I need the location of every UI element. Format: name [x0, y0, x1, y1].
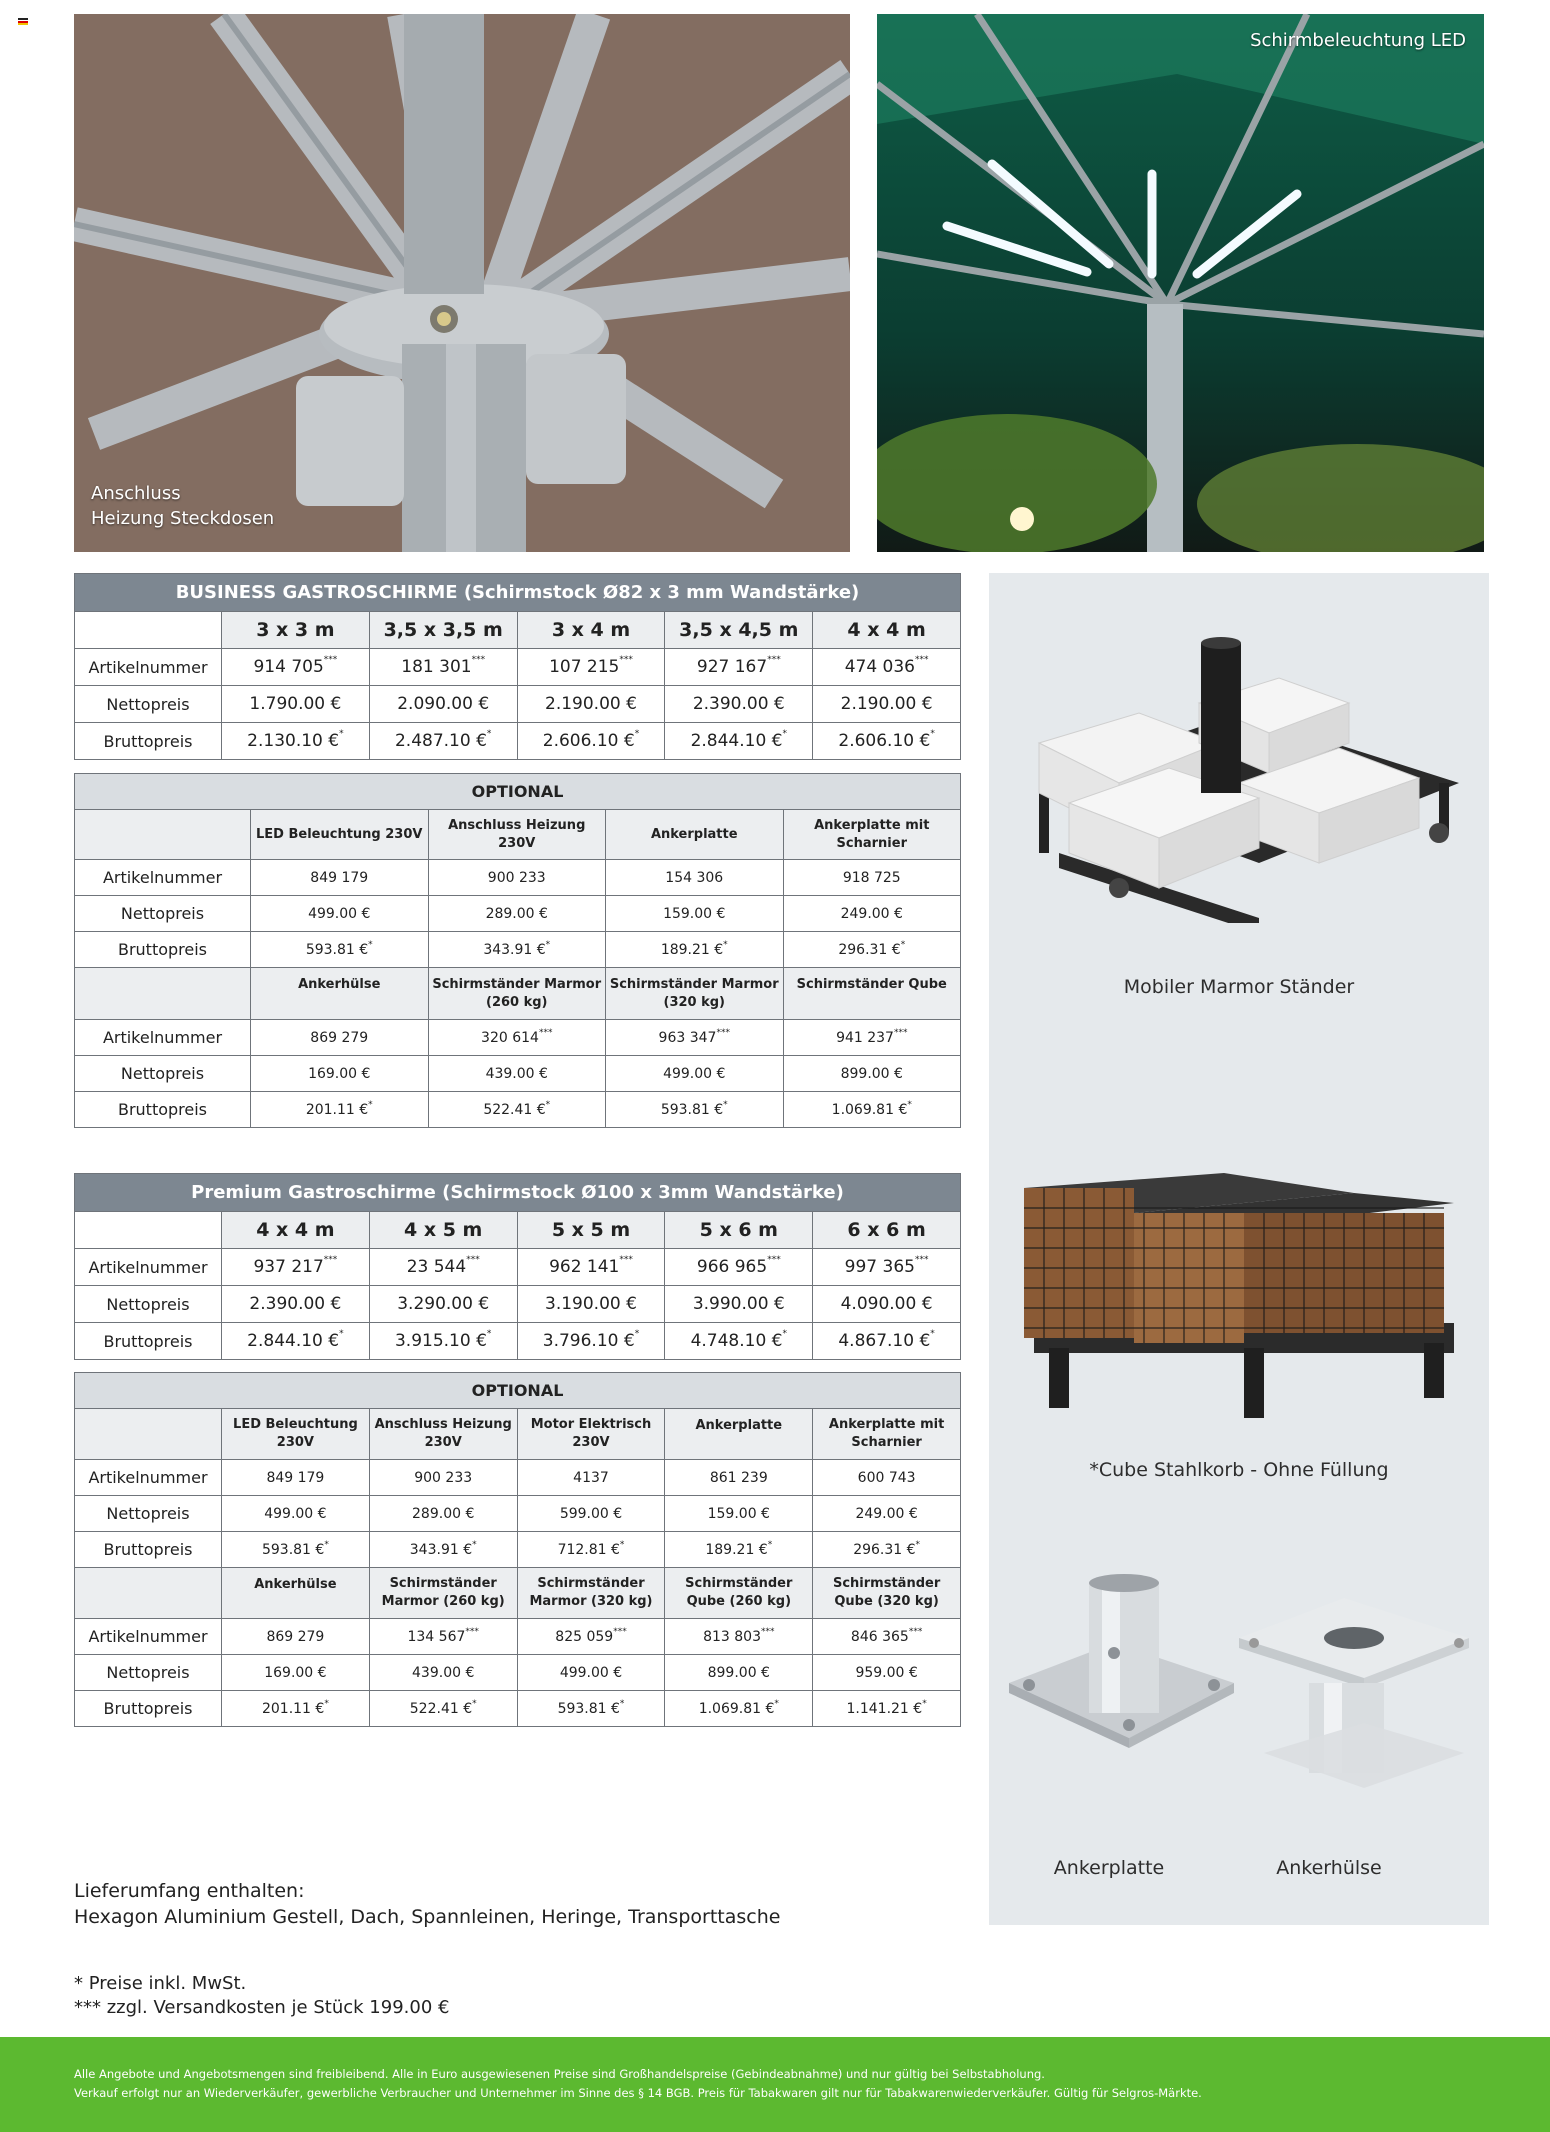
footnote-marker: *** [915, 655, 929, 665]
price-cell: 3.190.00 € [517, 1286, 665, 1323]
price-cell: 2.487.10 €* [369, 723, 517, 760]
price-cell: 439.00 € [428, 1056, 606, 1092]
optional-header: LED Beleuchtung 230V [222, 1409, 370, 1460]
price-cell: 959.00 € [813, 1655, 961, 1691]
price-cell: 962 141*** [517, 1249, 665, 1286]
price-cell: 249.00 € [813, 1496, 961, 1532]
footnote-marker: * [634, 729, 640, 739]
anchor-plate-caption: Ankerplatte [1053, 1857, 1165, 1879]
price-cell: 937 217*** [222, 1249, 370, 1286]
price-cell: 918 725 [783, 860, 961, 896]
price-cell: 900 233 [369, 1460, 517, 1496]
footnote-marker: *** [716, 1027, 730, 1038]
price-cell: 869 279 [251, 1020, 429, 1056]
footnote-marker: * [782, 1329, 787, 1339]
legal-footer [0, 2037, 1550, 2132]
optional-header: Schirmständer Qube [783, 968, 961, 1020]
anchor-plate-image [1004, 1573, 1234, 1788]
price-cell: 4.867.10 €* [813, 1323, 961, 1360]
premium-optional-title: OPTIONAL [75, 1373, 961, 1409]
price-cell: 899.00 € [783, 1056, 961, 1092]
footnote-marker: * [472, 1539, 477, 1550]
price-cell: 712.81 €* [517, 1532, 665, 1568]
optional-header-row [75, 1568, 961, 1619]
row-label: Nettopreis [75, 1655, 222, 1691]
cube-basket-image [1014, 1163, 1464, 1423]
row-label: Artikelnummer [75, 1460, 222, 1496]
price-cell: 3.915.10 €* [369, 1323, 517, 1360]
price-cell: 343.91 €* [428, 932, 606, 968]
footnote-marker: *** [908, 1626, 923, 1637]
price-cell: 3.990.00 € [665, 1286, 813, 1323]
price-cell: 296.31 €* [813, 1532, 961, 1568]
size-header: 3 x 3 m [222, 612, 370, 649]
price-row [75, 723, 961, 760]
price-cell: 474 036*** [813, 649, 961, 686]
footnote-marker: * [774, 1698, 779, 1709]
optional-header: Schirmständer Qube (260 kg) [665, 1568, 813, 1619]
footnote-marker: * [723, 1099, 728, 1110]
optional-header-row [75, 810, 961, 860]
price-cell: 296.31 €* [783, 932, 961, 968]
footnote-marker: * [472, 1698, 477, 1709]
footnote-marker: * [368, 1099, 373, 1110]
footnote-marker: * [486, 729, 492, 739]
price-cell: 522.41 €* [369, 1691, 517, 1727]
footnote-marker: * [486, 1329, 492, 1339]
row-label: Bruttopreis [75, 723, 222, 760]
price-cell: 522.41 €* [428, 1092, 606, 1128]
price-cell: 134 567*** [369, 1619, 517, 1655]
optional-header: Schirmständer Marmor (260 kg) [369, 1568, 517, 1619]
price-cell: 600 743 [813, 1460, 961, 1496]
footnote-marker: * [915, 1539, 921, 1550]
footnote-marker: * [545, 939, 551, 950]
price-row [75, 1020, 961, 1056]
row-label: Bruttopreis [75, 1092, 251, 1128]
price-cell: 849 179 [222, 1460, 370, 1496]
footnote-marker: * [368, 939, 373, 950]
footnote-marker: * [930, 729, 935, 739]
umbrella-heating-photo [74, 14, 850, 552]
footnote-marker: * [619, 1698, 625, 1709]
footnote-marker: *** [613, 1626, 627, 1637]
price-cell: 941 237*** [783, 1020, 961, 1056]
business-optional-title: OPTIONAL [75, 774, 961, 810]
optional-header: Schirmständer Marmor (320 kg) [606, 968, 784, 1020]
size-header: 4 x 4 m [813, 612, 961, 649]
price-cell: 3.796.10 €* [517, 1323, 665, 1360]
business-size-header-row [75, 612, 961, 649]
footnote-marker: * [782, 729, 787, 739]
price-cell: 846 365*** [813, 1619, 961, 1655]
price-cell: 1.069.81 €* [665, 1691, 813, 1727]
price-cell: 963 347*** [606, 1020, 784, 1056]
price-cell: 154 306 [606, 860, 784, 896]
price-cell: 2.130.10 €* [222, 723, 370, 760]
footnote-marker: *** [323, 655, 338, 665]
price-row [75, 1323, 961, 1360]
optional-header-row [75, 1409, 961, 1460]
price-cell: 813 803*** [665, 1619, 813, 1655]
price-cell: 849 179 [251, 860, 429, 896]
price-row [75, 1655, 961, 1691]
optional-header: Schirmständer Marmor (320 kg) [517, 1568, 665, 1619]
size-header: 3,5 x 3,5 m [369, 612, 517, 649]
row-label: Nettopreis [75, 1286, 222, 1323]
footnote-marker: *** [760, 1626, 775, 1637]
price-cell: 4.090.00 € [813, 1286, 961, 1323]
optional-header: Schirmständer Marmor (260 kg) [428, 968, 606, 1020]
price-cell: 869 279 [222, 1619, 370, 1655]
optional-header: Ankerplatte [665, 1409, 813, 1460]
price-cell: 343.91 €* [369, 1532, 517, 1568]
footnote-marker: * [339, 729, 344, 739]
price-cell: 2.390.00 € [665, 686, 813, 723]
footnote-marker: *** [466, 1255, 480, 1265]
price-row [75, 1249, 961, 1286]
price-cell: 249.00 € [783, 896, 961, 932]
footer-line-1: Alle Angebote und Angebotsmengen sind freibleibend. Alle in Euro ausgewiesenen Preise sind Großhandelspreise (Gebindeabnahme) und nur gültig bei Selbstabholung. [74, 2067, 1045, 2081]
marble-stand-caption: Mobiler Marmor Ständer [1123, 976, 1355, 998]
delivery-scope [74, 1878, 780, 1930]
price-row [75, 1460, 961, 1496]
price-cell: 320 614*** [428, 1020, 606, 1056]
price-cell: 289.00 € [369, 1496, 517, 1532]
price-cell: 169.00 € [222, 1655, 370, 1691]
price-cell: 1.790.00 € [222, 686, 370, 723]
price-cell: 3.290.00 € [369, 1286, 517, 1323]
umbrella-led-photo [877, 14, 1484, 552]
row-label: Artikelnummer [75, 649, 222, 686]
anchor-sleeve-image [1234, 1593, 1474, 1793]
premium-title: Premium Gastroschirme (Schirmstock Ø100 x 3mm Wandstärke) [75, 1174, 961, 1212]
row-label: Nettopreis [75, 686, 222, 723]
footnote-marker: * [339, 1329, 344, 1339]
price-row [75, 1092, 961, 1128]
price-cell: 927 167*** [665, 649, 813, 686]
footnote-marker: * [723, 939, 728, 950]
footnote-marker: * [545, 1099, 551, 1110]
price-cell: 439.00 € [369, 1655, 517, 1691]
footnote-marker: *** [767, 1255, 781, 1265]
optional-header: Ankerplatte mit Scharnier [813, 1409, 961, 1460]
premium-optional-table [74, 1372, 961, 1727]
optional-header: Ankerhülse [251, 968, 429, 1020]
price-cell: 966 965*** [665, 1249, 813, 1286]
row-label: Artikelnummer [75, 860, 251, 896]
row-label: Bruttopreis [75, 932, 251, 968]
price-cell: 2.190.00 € [813, 686, 961, 723]
anchor-sleeve-caption: Ankerhülse [1276, 1857, 1382, 1879]
footnote-vat: * Preise inkl. MwSt. [74, 1973, 247, 1994]
marble-stand-image [1019, 633, 1459, 923]
business-optional-table [74, 773, 961, 1128]
price-cell: 593.81 €* [517, 1691, 665, 1727]
footnote-marker: * [324, 1539, 329, 1550]
price-cell: 189.21 €* [665, 1532, 813, 1568]
optional-header: Ankerplatte [606, 810, 784, 860]
optional-header-row [75, 968, 961, 1020]
optional-header: Ankerplatte mit Scharnier [783, 810, 961, 860]
price-cell: 181 301*** [369, 649, 517, 686]
price-cell: 899.00 € [665, 1655, 813, 1691]
optional-header: Anschluss Heizung 230V [369, 1409, 517, 1460]
footnote-marker: *** [767, 655, 781, 665]
price-row [75, 1691, 961, 1727]
footnotes [74, 1972, 449, 2020]
footnote-marker: * [922, 1698, 927, 1709]
price-cell: 2.390.00 € [222, 1286, 370, 1323]
price-row [75, 932, 961, 968]
price-cell: 2.606.10 €* [517, 723, 665, 760]
footnote-marker: *** [914, 1255, 929, 1265]
footer-line-2: Verkauf erfolgt nur an Wiederverkäufer, gewerbliche Verbraucher und Unternehmer im Sinne des § 14 BGB. Preis für Tabakwaren gilt nur für Tabakwarenwiederverkäufer. Gültig für Selgros-Märkte. [74, 2086, 1202, 2100]
flag-icon [18, 18, 28, 25]
optional-header: Anschluss Heizung 230V [428, 810, 606, 860]
price-cell: 499.00 € [606, 1056, 784, 1092]
price-cell: 914 705*** [222, 649, 370, 686]
size-header: 5 x 5 m [517, 1212, 665, 1249]
optional-header: LED Beleuchtung 230V [251, 810, 429, 860]
size-header: 3 x 4 m [517, 612, 665, 649]
price-row [75, 1532, 961, 1568]
price-cell: 593.81 €* [222, 1532, 370, 1568]
delivery-items: Hexagon Aluminium Gestell, Dach, Spannleinen, Heringe, Transporttasche [74, 1906, 781, 1928]
footnote-marker: * [767, 1539, 773, 1550]
price-row [75, 686, 961, 723]
footnote-marker: *** [538, 1027, 553, 1038]
footnote-marker: *** [323, 1255, 338, 1265]
size-header: 5 x 6 m [665, 1212, 813, 1249]
optional-header: Schirmständer Qube (320 kg) [813, 1568, 961, 1619]
price-cell: 499.00 € [251, 896, 429, 932]
price-row [75, 1619, 961, 1655]
size-header: 3,5 x 4,5 m [665, 612, 813, 649]
price-cell: 2.844.10 €* [665, 723, 813, 760]
led-caption: Schirmbeleuchtung LED [1250, 30, 1466, 51]
row-label: Bruttopreis [75, 1691, 222, 1727]
cube-basket-caption: *Cube Stahlkorb - Ohne Füllung [1089, 1459, 1389, 1481]
price-cell: 2.844.10 €* [222, 1323, 370, 1360]
business-title: BUSINESS GASTROSCHIRME (Schirmstock Ø82 x 3 mm Wandstärke) [75, 574, 961, 612]
price-cell: 593.81 €* [606, 1092, 784, 1128]
footnote-marker: *** [471, 655, 486, 665]
footnote-marker: * [900, 939, 906, 950]
footnote-marker: *** [619, 655, 633, 665]
row-label: Nettopreis [75, 896, 251, 932]
size-header: 6 x 6 m [813, 1212, 961, 1249]
price-cell: 2.606.10 €* [813, 723, 961, 760]
footnote-marker: * [907, 1099, 912, 1110]
price-cell: 107 215*** [517, 649, 665, 686]
row-label: Nettopreis [75, 1496, 222, 1532]
size-header: 4 x 4 m [222, 1212, 370, 1249]
premium-size-header-row [75, 1212, 961, 1249]
price-cell: 201.11 €* [251, 1092, 429, 1128]
price-row [75, 649, 961, 686]
accessories-panel [989, 573, 1489, 1925]
price-cell: 900 233 [428, 860, 606, 896]
row-label: Artikelnummer [75, 1249, 222, 1286]
row-label: Artikelnummer [75, 1619, 222, 1655]
price-cell: 2.190.00 € [517, 686, 665, 723]
price-cell: 2.090.00 € [369, 686, 517, 723]
premium-price-table [74, 1173, 961, 1360]
price-cell: 4137 [517, 1460, 665, 1496]
price-cell: 159.00 € [606, 896, 784, 932]
delivery-title: Lieferumfang enthalten: [74, 1880, 305, 1902]
price-cell: 997 365*** [813, 1249, 961, 1286]
row-label: Artikelnummer [75, 1020, 251, 1056]
footnote-marker: * [324, 1698, 329, 1709]
footnote-marker: *** [619, 1255, 633, 1265]
business-price-table [74, 573, 961, 760]
price-row [75, 1496, 961, 1532]
price-cell: 499.00 € [222, 1496, 370, 1532]
footnote-marker: * [634, 1329, 640, 1339]
price-cell: 1.069.81 €* [783, 1092, 961, 1128]
row-label: Bruttopreis [75, 1532, 222, 1568]
footnote-marker: *** [893, 1027, 908, 1038]
heating-caption-line2: Heizung Steckdosen [91, 508, 275, 529]
price-cell: 1.141.21 €* [813, 1691, 961, 1727]
price-cell: 289.00 € [428, 896, 606, 932]
price-cell: 159.00 € [665, 1496, 813, 1532]
price-cell: 861 239 [665, 1460, 813, 1496]
price-cell: 593.81 €* [251, 932, 429, 968]
price-row [75, 896, 961, 932]
footnote-marker: *** [465, 1626, 479, 1637]
price-row [75, 860, 961, 896]
price-row [75, 1286, 961, 1323]
row-label: Nettopreis [75, 1056, 251, 1092]
price-cell: 599.00 € [517, 1496, 665, 1532]
price-cell: 23 544*** [369, 1249, 517, 1286]
price-cell: 4.748.10 €* [665, 1323, 813, 1360]
price-row [75, 1056, 961, 1092]
price-cell: 169.00 € [251, 1056, 429, 1092]
optional-header: Motor Elektrisch 230V [517, 1409, 665, 1460]
footnote-marker: * [930, 1329, 935, 1339]
footnote-shipping: *** zzgl. Versandkosten je Stück 199.00 € [74, 1997, 450, 2018]
size-header: 4 x 5 m [369, 1212, 517, 1249]
price-cell: 499.00 € [517, 1655, 665, 1691]
heating-caption-line1: Anschluss [91, 483, 181, 504]
price-cell: 825 059*** [517, 1619, 665, 1655]
price-cell: 201.11 €* [222, 1691, 370, 1727]
optional-header: Ankerhülse [222, 1568, 370, 1619]
footnote-marker: * [619, 1539, 625, 1550]
price-cell: 189.21 €* [606, 932, 784, 968]
row-label: Bruttopreis [75, 1323, 222, 1360]
